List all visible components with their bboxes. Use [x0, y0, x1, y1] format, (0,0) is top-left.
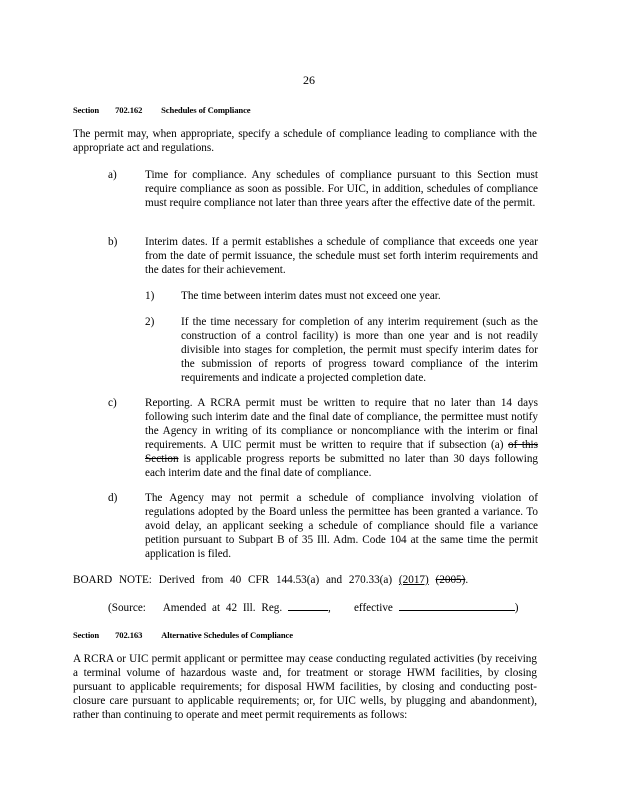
- source-amended: Amended at 42 Ill. Reg.: [162, 602, 283, 614]
- section-number: 702.162: [115, 105, 143, 115]
- item-marker: a): [108, 169, 117, 181]
- added-text: (2017): [398, 574, 429, 586]
- item-text-before: Reporting. A RCRA permit must be written to require that no later than 14 days following such interim date and the final date of compliance, the permittee must notify the Agency in writing of its compliance or noncompliance with the interim or final requirements. A UIC permit must be written to require that if subsection (a): [145, 397, 538, 451]
- item-text: Time for compliance. Any schedules of compliance pursuant to this Section must require compliance as soon as possible. For UIC, in addition, schedules of compliance must require compliance not later than three years after the effective date of the permit.: [145, 169, 538, 209]
- section-title: Alternative Schedules of Compliance: [161, 630, 293, 640]
- item-marker: d): [108, 492, 118, 504]
- section-title: Schedules of Compliance: [161, 105, 251, 115]
- section-heading-702-163: [73, 628, 293, 642]
- section-heading-702-162: [73, 103, 251, 117]
- section-label: Section: [73, 105, 100, 115]
- item-text: The Agency may not permit a schedule of compliance involving violation of regulations adopted by the Board unless the permittee has been granted a variance. To avoid delay, an applicant seeking a schedule of compliance should file a variance petition pursuant to Subpart B of 35 Ill. Adm. Code 104 at the same time the permit application is filed.: [145, 492, 538, 560]
- board-note: [73, 573, 543, 587]
- sub-item-text: If the time necessary for completion of any interim requirement (such as the construction of a control facility) is more than one year and is not readily divisible into stages for completion, the permit must specify interim dates for the submission of reports of progress toward compliance of the interim requirements and indicate a projected completion date.: [181, 316, 538, 384]
- source-note: (Source: Amended at 42 Ill. Reg. , effective ): [108, 602, 519, 614]
- board-note-text: BOARD NOTE: Derived from 40 CFR 144.53(a) and 270.33(a): [73, 574, 393, 586]
- section-number: 702.163: [115, 630, 143, 640]
- page-number: 26: [303, 73, 315, 87]
- sub-item-marker: 2): [145, 316, 155, 328]
- deleted-text: (2005): [435, 574, 466, 586]
- effective-date-blank: [399, 600, 515, 611]
- sub-item-marker: 1): [145, 290, 155, 302]
- source-effective: effective: [353, 602, 393, 614]
- item-text: Interim dates. If a permit establishes a schedule of compliance that exceeds one year from the date of permit issuance, the schedule must set forth interim requirements and the dates for their achievement.: [145, 236, 538, 276]
- section-intro: A RCRA or UIC permit applicant or permittee may cease conducting regulated activities (by receiving a terminal volume of hazardous waste and, for treatment or storage HWM facilities, by closing pursuant to applicable requirements; for disposal HWM facilities, by closing and conducting post-closure care pursuant to applicable requirements; or, for UIC wells, by plugging and abandonment), rather than continuing to operate and meet permit requirements as follows:: [73, 653, 537, 721]
- item-text: [145, 396, 538, 480]
- register-page-blank: [288, 600, 328, 611]
- sub-item-text: The time between interim dates must not exceed one year.: [181, 290, 441, 302]
- source-close: ): [514, 602, 519, 614]
- board-note-end: .: [465, 574, 469, 586]
- section-intro: The permit may, when appropriate, specify a schedule of compliance leading to compliance with the appropriate act and regulations.: [73, 128, 537, 154]
- item-marker: c): [108, 397, 117, 409]
- source-prefix: (Source:: [108, 602, 146, 614]
- section-label: Section: [73, 630, 100, 640]
- deleted-text: of this Section: [145, 439, 539, 465]
- item-text-after: is applicable progress reports be submitted no later than 30 days following each interim date and the final date of compliance.: [145, 453, 539, 479]
- item-marker: b): [108, 236, 118, 248]
